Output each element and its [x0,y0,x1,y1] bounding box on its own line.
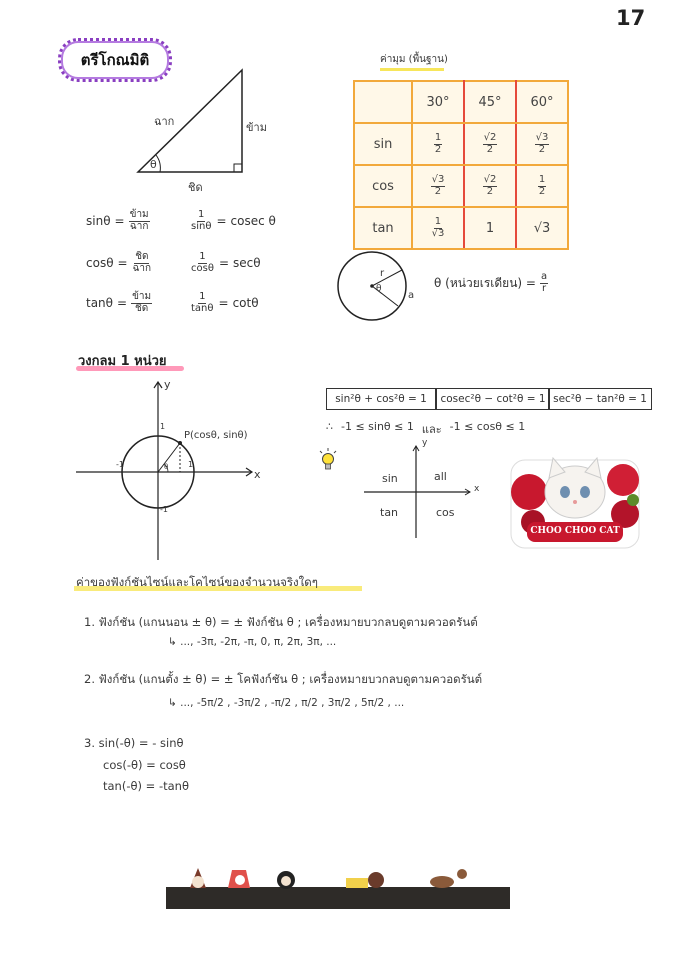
table-header-cell: 30° [412,81,464,123]
table-cell: $\frac{√3}{2}$ [516,123,568,165]
page-number: 17 [616,6,646,30]
quadrant-2-label: sin [382,472,398,485]
rule-3-tan: tan(-θ) = -tanθ [103,779,189,793]
tick-bottom-label: -1 [160,505,168,514]
x-axis-label: x [254,468,261,481]
ranges-line: ∴ -1 ≤ sinθ ≤ 1 และ -1 ≤ cosθ ≤ 1 [326,420,526,436]
tick-top-label: 1 [160,422,166,431]
table-cell: tan [354,207,412,249]
rule-2: 2. ฟังก์ชัน (แกนตั้ง ± θ) = ± โคฟังก์ชัน θ ; เครื่องหมายบวกลบดูตามควอดรันต์ [84,672,483,686]
table-caption: ค่ามุม (พื้นฐาน) [380,54,448,65]
opposite-label: ข้าม [246,121,267,134]
identity-cosec-cot: cosec²θ − cot²θ = 1 [436,388,550,410]
point-p-label: P(cosθ, sinθ) [184,430,248,441]
table-row [354,165,568,207]
table-header-cell [354,81,412,123]
table-cell: $\frac{1}{√3}$ [412,207,464,249]
quadrant-sign-diagram [360,440,480,540]
table-cell: $\frac{1}{2}$ [516,165,568,207]
rule-2-values: ↳ ..., -5π/2 , -3π/2 , -π/2 , π/2 , 3π/2 , 5π/2 , ... [168,697,405,709]
table-header-row [354,81,568,123]
section-heading: ค่าของฟังก์ชันไซน์และโคไซน์ของจำนวนจริงใดๆ [76,575,318,589]
y-axis-label: y [164,378,171,391]
radian-theta-label: θ [376,284,382,294]
cos-definition: cosθ = $\frac{\text{ชิด}}{\text{ฉาก}}$ [86,251,152,274]
cot-definition: $\frac{1}{\tan\theta}$ = cotθ [191,291,259,314]
quadrant-3-label: tan [380,506,399,519]
rule-1-values: ↳ ..., -3π, -2π, -π, 0, π, 2π, 3π, ... [168,636,337,648]
decorative-tape [166,887,510,909]
identity-sec-tan: sec²θ − tan²θ = 1 [548,388,652,410]
hypotenuse-label: ฉาก [154,115,175,128]
table-cell: sin [354,123,412,165]
identity-sin-cos: sin²θ + cos²θ = 1 [326,388,436,410]
sec-definition: $\frac{1}{\cos\theta}$ = secθ [191,251,261,274]
trig-values-table [353,80,569,250]
sticker-text: CHOO CHOO CAT [530,526,620,536]
table-cell: $\frac{√2}{2}$ [464,165,516,207]
table-header-cell: 45° [464,81,516,123]
table-cell: 1 [464,207,516,249]
unit-theta-label: θ [164,463,169,471]
table-row [354,207,568,249]
cat-sticker [505,452,645,550]
quadrant-1-label: all [434,470,447,483]
rule-1: 1. ฟังก์ชัน (แกนนอน ± θ) = ± ฟังก์ชัน θ ; เครื่องหมายบวกลบดูตามควอดรันต์ [84,615,478,629]
lightbulb-icon [318,448,338,472]
radius-label: r [380,268,385,279]
table-row [354,123,568,165]
adjacent-label: ชิด [188,181,203,194]
tick-left-label: -1 [116,460,124,469]
rule-3-sin: 3. sin(-θ) = - sinθ [84,736,184,750]
table-cell: $\frac{√2}{2}$ [464,123,516,165]
quadrant-y-label: y [422,438,428,448]
quadrant-4-label: cos [436,506,455,519]
tan-definition: tanθ = $\frac{\text{ข้าม}}{\text{ชิด}}$ [86,291,152,314]
rule-3-cos: cos(-θ) = cosθ [103,758,186,772]
table-cell: √3 [516,207,568,249]
angle-theta-label: θ [150,158,157,171]
unit-circle-diagram [72,378,272,563]
radian-formula: θ (หน่วยเรเดียน) = $\frac{a}{r}$ [434,271,548,294]
caption-highlight [380,68,444,71]
table-header-cell: 60° [516,81,568,123]
tick-right-label: 1 [188,460,194,469]
cosec-definition: $\frac{1}{\sin\theta}$ = cosec θ [191,209,276,232]
table-cell: $\frac{1}{2}$ [412,123,464,165]
table-cell: $\frac{√3}{2}$ [412,165,464,207]
quadrant-x-label: x [474,484,480,494]
unit-circle-heading: วงกลม 1 หน่วย [78,354,167,369]
table-cell: cos [354,165,412,207]
arc-label: a [408,290,415,301]
animal-tape-decoration [166,860,510,890]
page-title: ตรีโกณมิติ [80,51,150,69]
sin-definition: sinθ = $\frac{\text{ข้าม}}{\text{ฉาก}}$ [86,209,149,232]
